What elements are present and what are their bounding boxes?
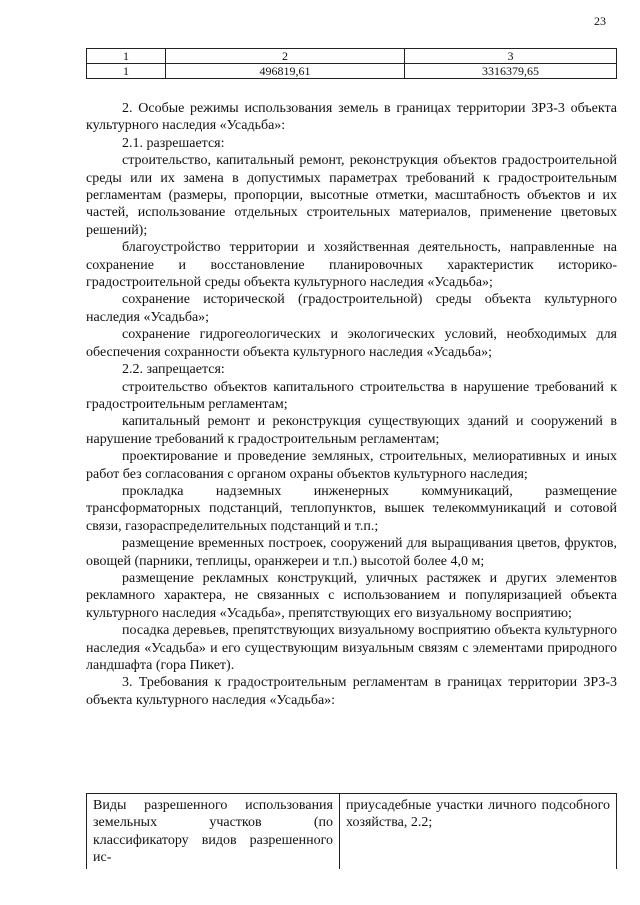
- table-cell: 496819,61: [166, 64, 405, 79]
- list-item: капитальный ремонт и реконструкция существующих зданий и сооружений в нарушение требований к градостроительным регламентам;: [86, 414, 617, 447]
- list-item: благоустройство территории и хозяйственная деятельность, направленные на сохранение и восстановление планировочных характеристик историко-градостроительной среды объекта культурного наследия «Усадьба»;: [86, 240, 617, 291]
- section-3-heading: 3. Требования к градостроительным регламентам в границах территории ЗРЗ-3 объекта культурного наследия «Усадьба»:: [86, 675, 617, 708]
- list-item: размещение временных построек, сооружений для выращивания цветов, фруктов, овощей (парники, теплицы, оранжереи и т.п.) высотой более 4,0 м;: [86, 536, 617, 569]
- list-item: сохранение исторической (градостроительной) среды объекта культурного наследия «Усадьба»;: [86, 292, 617, 325]
- table-cell: 3316379,65: [405, 64, 617, 79]
- list-item: строительство, капитальный ремонт, реконструкция объектов градостроительной среды или их замена в допустимых параметрах требований к градостроительным регламентам (размеры, пропорции, высотные отметки, масштабность объектов и их частей, использование отдельных строительных материалов, применение цветовых решений);: [86, 153, 617, 238]
- subsection-2-2-heading: 2.2. запрещается:: [122, 362, 225, 378]
- table-header-row: [87, 49, 617, 64]
- regulations-table: [86, 793, 617, 869]
- table-header-cell: 2: [166, 49, 405, 64]
- table-header-cell: 3: [405, 49, 617, 64]
- table-header-cell: 1: [87, 49, 166, 64]
- document-body: [86, 100, 617, 709]
- list-item: размещение рекламных конструкций, уличных растяжек и других элементов рекламного характера, не связанных с использованием и популяризацией объекта культурного наследия «Усадьба», препятствующих его визуальному восприятию;: [86, 570, 617, 621]
- table-cell: 1: [87, 64, 166, 79]
- table-cell-land-use-value: приусадебные участки личного подсобного хозяйства, 2.2;: [340, 794, 617, 869]
- list-item: прокладка надземных инженерных коммуникаций, размещение трансформаторных подстанций, теплопунктов, вышек телекоммуникаций и сотовой связи, газораспределительных подстанций и т.п.;: [86, 483, 617, 534]
- coordinates-table: [86, 48, 617, 79]
- table-row: [87, 794, 617, 869]
- list-item: строительство объектов капитального строительства в нарушение требований к градостроительным регламентам;: [86, 379, 617, 412]
- subsection-2-1-heading: 2.1. разрешается:: [122, 135, 225, 151]
- section-2-heading: 2. Особые режимы использования земель в границах территории ЗРЗ-3 объекта культурного наследия «Усадьба»:: [86, 101, 617, 134]
- table-cell-land-use-types: Виды разрешенного использования земельных участков (по классификатору видов разрешенного ис-: [87, 794, 340, 869]
- list-item: посадка деревьев, препятствующих визуальному восприятию объекта культурного наследия «Усадьба» и его существующим визуальным связям с элементами природного ландшафта (гора Пикет).: [86, 623, 617, 673]
- list-item: проектирование и проведение земляных, строительных, мелиоративных и иных работ без согласования с органом охраны объектов культурного наследия;: [86, 449, 617, 482]
- table-row: [87, 64, 617, 79]
- list-item: сохранение гидрогеологических и экологических условий, необходимых для обеспечения сохранности объекта культурного наследия «Усадьба»;: [86, 327, 617, 360]
- page-number: 23: [594, 14, 606, 28]
